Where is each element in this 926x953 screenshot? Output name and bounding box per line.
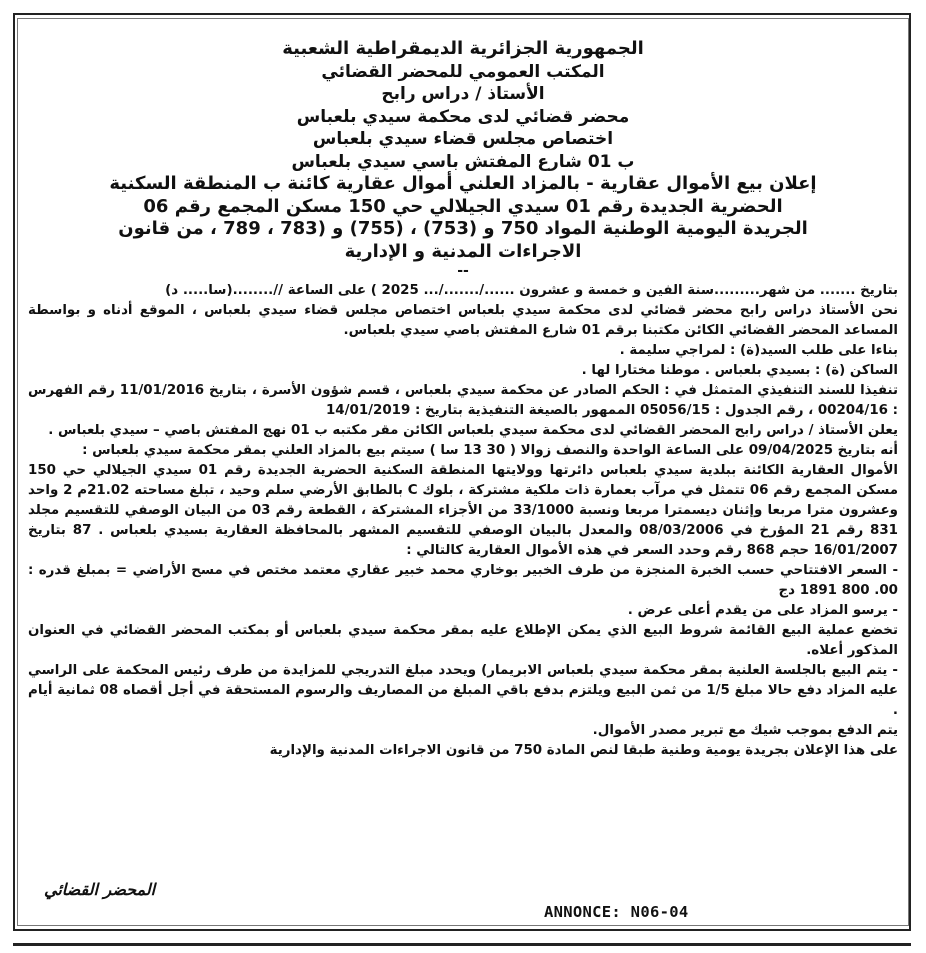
notice-body — [28, 281, 898, 761]
requester-line: بناءا على طلب السيد(ة) : لمراجي سليمة . — [619, 343, 898, 358]
residence-line: الساكن (ة) : بسيدي بلعباس . موطنا مختارا لها . — [581, 363, 898, 378]
announcement-line: يعلن الأستاذ / دراس رابح المحضر القضائي لدى محكمة سيدي بلعباس الكائن مقر مكتبه ب 01 نهج المفتش باصي – سيدي بلعباس . — [48, 423, 898, 438]
notice-title-line-2: الحضرية الجديدة رقم 01 سيدي الجيلالي حي 150 مسكن المجمع رقم 06 — [143, 195, 783, 217]
opening-price: - السعر الافتتاحي حسب الخبرة المنجزة من طرف الخبير بوخاري محمد خبير عقاري معتمد مختص في مسح الأراضي = بمبلغ قدره : 00. 800 1891 دج — [28, 563, 898, 598]
annonce-number: ANNONCE: N06-04 — [544, 903, 689, 921]
notice-header — [28, 38, 898, 263]
office-title: المكتب العمومي للمحضر القضائي — [321, 61, 605, 82]
header-separator: -- — [457, 263, 469, 279]
highest-bid-line: - يرسو المزاد على من يقدم أعلى عرض . — [627, 603, 898, 618]
property-description: الأموال العقارية الكائنة ببلدية سيدي بلعباس دائرتها وولايتها المنطقة السكنية الحضرية الجديدة رقم 01 سيدي الجيلالي حي 150 مسكن المجمع رقم 06 تتمثل في مرآب بعمارة ذات ملكية مشتركة ، بلوك C بالطابق الأرضي سلم وحيد ، تبلغ مساحته 21.02م 2 واحد وعشرون مترا مربعا وإثنان ديسمترا مربعا ونسبة 33/1000 من الأجزاء المشتركة ، القطعة رقم 03 من البيان الوصفي للتقسيم مجلد 831 رقم 21 المؤرخ في 08/03/2006 والمعدل بالبيان الوصفي للتقسيم المشهر بالمحافظة العقارية بسيدي بلعباس . 87 بتاريخ 16/01/2007 حجم 868 رقم وحدد السعر في هذه الأموال العقارية كالتالي : — [28, 463, 898, 558]
notice-title-line-3: الجريدة اليومية الوطنية المواد 750 و (753) ، (755) و (783 ، 789 ، من قانون — [118, 218, 808, 239]
sale-conditions: تخضع عملية البيع القائمة شروط البيع الذي يمكن الإطلاع عليه بمقر محكمة سيدي بلعباس أو بمكتب المحضر القضائي في العنوان المذكور أعلاه. — [28, 623, 898, 658]
office-address: ب 01 شارع المفتش باسي سيدي بلعباس — [291, 151, 635, 172]
sale-date-line: أنه بتاريخ 09/04/2025 على الساعة الواحدة والنصف زوالا ( 30 13 سا ) سيتم بيع بالمزاد العلني بمقر محكمة سيدي بلعباس : — [82, 443, 898, 458]
bottom-divider — [13, 943, 911, 946]
republic-title: الجمهورية الجزائرية الديمقراطية الشعبية — [282, 38, 644, 59]
notice-content — [28, 38, 898, 761]
bailiff-court: محضر قضائي لدى محكمة سيدي بلعباس — [296, 106, 630, 127]
notice-title-line-4: الاجراءات المدنية و الإدارية — [344, 240, 582, 262]
bailiff-name: الأستاذ / دراس رابح — [381, 84, 545, 104]
cheque-payment-line: يتم الدفع بموجب شيك مع تبرير مصدر الأموال. — [592, 723, 898, 738]
bailiff-signature: المحضر القضائي — [44, 880, 156, 899]
bailiff-statement: نحن الأستاذ دراس رابح محضر قضائي لدى محكمة سيدي بلعباس اختصاص مجلس قضاء سيدي بلعباس ، الموقع أدناه و بواسطة المساعد المحضر القضائي الكائن مكتبنا برقم 01 شارع المفتش باصي سيدي بلعباس. — [28, 303, 898, 338]
enforcement-title: تنفيذا للسند التنفيذي المتمثل في : الحكم الصادر عن محكمة سيدي بلعباس ، قسم شؤون الأسرة ، بتاريخ 11/01/2016 رقم الفهرس : 00204/16 ، رقم الجدول : 05056/15 الممهور بالصيغة التنفيذية بتاريخ : 14/01/2019 — [28, 383, 898, 418]
bailiff-jurisdiction: اختصاص مجلس قضاء سيدي بلعباس — [312, 129, 614, 149]
notice-title-line-1: إعلان بيع الأموال عقارية - بالمزاد العلني أموال عقارية كائنة ب المنطقة السكنية — [109, 173, 817, 194]
date-line: بتاريخ ....... من شهر.........سنة الفين و خمسة و عشرون ....../......./... 2025 ) على الساعة //........(سا..... د) — [165, 283, 898, 298]
publication-line: على هذا الإعلان بجريدة يومية وطنية طبقا لنص المادة 750 من قانون الاجراءات المدنية والإدارية — [269, 743, 898, 758]
payment-terms: - يتم البيع بالجلسة العلنية بمقر محكمة سيدي بلعباس الابريمار) ويحدد مبلغ التدريجي للمزايدة من طرف رئيس المحكمة على الراسي عليه المزاد دفع حالا مبلغ 1/5 من ثمن البيع ويلتزم بدفع باقي المبلغ من المصاريف والرسوم المستحقة في أجل أقصاه 08 ثمانية أيام . — [28, 663, 898, 718]
